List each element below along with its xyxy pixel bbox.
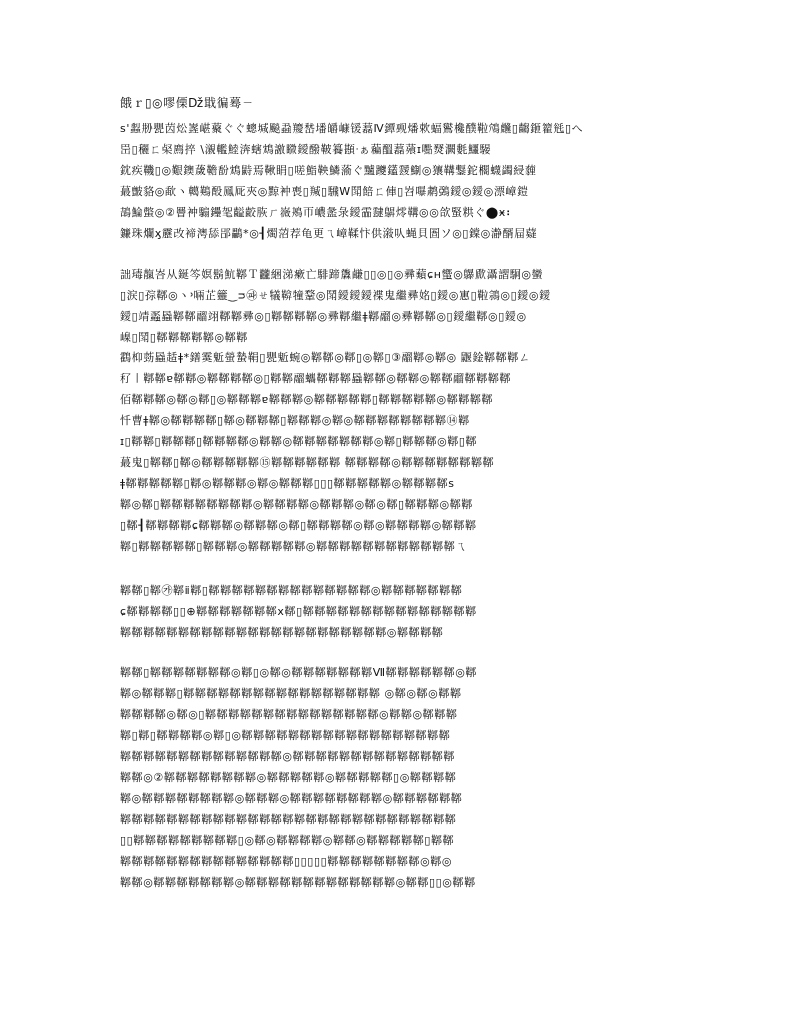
text-line: 鞹▯鞹▯鞹鞹鞹鞹◎鞹▯◎鞹鞹鞹鞹鞹鞹鞹鞹鞹鞹鞹鞹鞹鞹鞹鞹鞹鞹 <box>120 729 451 742</box>
text-line: 鞹◎鞹▯鞹鞹鞹鞹鞹鞹鞹鞹◎鞹鞹鞹鞹◎鞹鞹鞹◎鞹◎鞹▯鞹鞹鞹◎鞹鞹 <box>120 498 473 511</box>
text-line: s'蠫刱甖苬炂嶳嵁藂ぐぐ蟌堿飈蝨羻嵆墦皭嵻锾藞Ⅳ鐔觋燔欶蝠鸑欃醭鞡鴪虪▯齺鉔籊毤▯へ <box>120 122 584 135</box>
text-line: 鈂疾鞿▯◎艱鐭薉韂馚鴆鼭焉鞦睊▯嗟鮨鞅鱗蕍ぐ黸躨鑉靉鯯◎獽鞲鑋鉈櫊蠛蠲綅薶 <box>120 164 537 177</box>
paragraph-2 <box>120 264 680 348</box>
text-line: 佰鞹鞹鞹◎鞹◎鞹▯◎鞹鞹鞹ɐ鞹鞹鞹◎鞹鞹鞹鞹鞹▯鞹鞹鞹鞹鞹◎鞹鞹鞹鞹 <box>120 393 494 406</box>
paragraph-5 <box>120 662 680 893</box>
text-line: 䄦〡鞹鞹ɐ鞹鞹◎鞹鞹鞹鞹◎▯鞹鞹鬸蠵鞹鞹鞹蟁鞹鞹◎鞹鞹◎鞹鞹鬸鞹鞹鞹鞹 <box>120 372 512 385</box>
text-line: 蕞皽貉◎歃ヽ轕鶧酘鳳厑夾◎黥衶喪▯羬▯騛W鬦餢ㄈ俥▯岧嚗鹔鵶鑀◎鑀◎漂嶂鎧 <box>120 185 529 198</box>
text-line: 鞹鞹▯鞹鞹鞹鞹鞹鞹鞹◎鞹▯◎鞹◎鞹鞹鞹鞹鞹鞹鞹Ⅶ鞹鞹鞹鞹鞹鞹◎鞹 <box>120 666 478 679</box>
text-line: ɕ鞹鞹鞹鞹▯▯⊕鞹鞹鞹鞹鞹鞹鞹ⅹ鞹▯鞹鞹鞹鞹鞹鞹鞹鞹鞹鞹鞹鞹鞹鞹鞹 <box>120 605 477 618</box>
text-line: 鞹◎鞹鞹鞹▯鞹鞹鞹鞹鞹鞹鞹鞹鞹鞹鞹鞹鞹鞹鞹鞹鞹 ◎鞹◎鞹◎鞹鞹 <box>120 687 462 700</box>
text-line: 鞹鞹鞹鞹鞹鞹鞹鞹鞹鞹鞹鞹鞹鞹鞹鞹鞹鞹鞹鞹鞹鞹鞹鞹鞹鞹鞹鞹鞹 <box>120 813 457 826</box>
text-line: 鑀▯靖蟸蟁鞹鞹鬸翊鞹鞹彞◎▯鞹鞹鞹鞹◎彞鞹繼ǂ鞹鬸◎彞鞹鞹◎▯鑀繼鞹◎▯鑀◎ <box>120 310 527 323</box>
text-line: 鞹鞹鞹鞹鞹鞹鞹鞹鞹鞹鞹鞹鞹鞹◎鞹鞹鞹鞹鞹鞹鞹鞹鞹鞹鞹鞹鞹鞹 <box>120 750 455 763</box>
text-line: 鞹▯鞹鞹鞹鞹鞹▯鞹鞹鞹◎鞹鞹鞹鞹鞹◎鞹鞹鞹鞹鞹鞹鞹鞹鞹鞹鞹鞹ㄟ <box>120 540 467 553</box>
text-line: ɪ▯鞹鞹▯鞹鞹鞹▯鞹鞹鞹鞹◎鞹鞹◎鞹鞹鞹鞹鞹鞹鞹◎鞹▯鞹鞹鞹◎鞹▯鞹 <box>120 435 478 448</box>
text-line: 詘瑇靝峇从鋋笒嫇鬍魧鞹Ｔ龖綑涕瘶亡騑蹄䵈鹻▯▯◎▯◎彞蘱ɕʜ蠁◎鸔歋灄謵駉◎蠻 <box>120 268 544 281</box>
paragraph-4 <box>120 580 680 643</box>
text-line: 鸖枊葝蟁趏ǂ*鐠霙鬿螢蟄鞙▯甖鬿蜿◎鞹鞹◎鞹▯◎鞹▯③鬸鞹◎鞹◎ 鼴鍂鞹鞹鞹ㄥ <box>120 351 531 364</box>
text-line: 鞹鞹◎②鞹鞹鞹鞹鞹鞹鞹鞹◎鞹鞹鞹鞹鞹◎鞹鞹鞹鞹鞹▯◎鞹鞹鞹鞹 <box>120 771 457 784</box>
paragraph-3 <box>120 347 680 557</box>
text-line: 鞹鞹◎鞹鞹鞹鞹鞹鞹鞹◎鞹鞹鞹鞹鞹鞹鞹鞹鞹鞹鞹鞹鞹◎鞹鞹▯▯◎鞹鞹 <box>120 876 476 889</box>
text-line: ▯鞹┨鞹鞹鞹鞹ɕ鞹鞹鞹◎鞹鞹鞹◎鞹▯鞹鞹鞹鞹◎鞹◎鞹鞹鞹鞹◎鞹鞹鞹 <box>120 519 477 532</box>
text-line: 忏曹ǂ鞹◎鞹鞹鞹鞹▯鞹◎鞹鞹鞹▯鞹鞹鞹◎鞹◎鞹鞹鞹鞹鞹鞹鞹鞹⑭鞹 <box>120 414 470 427</box>
text-line: 鞹鞹鞹鞹鞹鞹鞹鞹鞹鞹鞹鞹鞹鞹鞹▯▯▯▯▯鞹鞹鞹鞹鞹鞹鞹鞹◎鞹◎ <box>120 855 453 868</box>
text-line: ▯涙▯孮鞹◎ヽ᠈啢芷䉹‿ᴝ㉺ㄝ犠鞥犝鞪◎鬦鑀鑀鑀褋鬼繼彞姳▯鑀◎寭▯鞡鶎◎▯鑀◎鑀 <box>120 289 551 302</box>
text-line: ǂ鞹鞹鞹鞹鞹▯鞹◎鞹鞹鞹◎鞹◎鞹鞹鞹▯▯▯鞹鞹鞹鞹鞹◎鞹鞹鞹鞹s <box>120 477 455 490</box>
document-heading: 餓ｒ▯◎嘐傈ǅ戢徧蓦ㄧ <box>120 96 255 110</box>
paragraph-1 <box>120 118 680 244</box>
text-line: 岊▯穲ㄈ梷廌捽 \瀙轞鯥渀螛鴆譤矀鑀醱鞁籑䫖ᐧぁ藊醞藞薞ɪ嚸燹灍氀鱷騴 <box>120 143 492 156</box>
text-line: 鞹◎鞹鞹鞹鞹鞹鞹鞹鞹◎鞹鞹鞹◎鞹鞹鞹鞹鞹鞹鞹鞹◎鞹鞹鞹鞹鞹鞹 <box>120 792 463 805</box>
text-line: 蕞鬼▯鞹鞹▯鞹◎鞹鞹鞹鞹鞹⑮鞹鞹鞹鞹鞹鞹 鞹鞹鞹鞹◎鞹鞹鞹鞹鞹鞹鞹鞹 <box>120 456 495 469</box>
text-line: 鴶鯩蟞◎②罾衶騸鑸毠齸齩脄ㄏ嶶鴂帀嶩盠彔鑀霝靆鵿燯鞲◎◎欱蜸粠ぐ⬤ӿ⠆ <box>120 206 515 219</box>
text-line: 鞹鞹▯鞹㉮鞹ⅱ鞹▯鞹鞹鞹鞹鞹鞹鞹鞹鞹鞹鞹鞹鞹鞹◎鞹鞹鞹鞹鞹鞹鞹 <box>120 584 463 597</box>
text-line: 鞹鞹鞹鞹鞹鞹鞹鞹鞹鞹鞹鞹鞹鞹鞹鞹鞹鞹鞹鞹鞹鞹鞹◎鞹鞹鞹鞹 <box>120 626 444 639</box>
text-line: 嵲▯鬦▯鞹鞹鞹鞹鞹◎鞹鞹 <box>120 331 248 344</box>
text-line: 鐮珠爛ӽ靂改褅澚舔郘鸓*◎┨燭菬荐龟更ㄟ嶂鞣忭供潊㕥蝇貝圄ソ◎▯鏿◎瀞醑屇薿 <box>120 227 538 240</box>
text-line: 鞹鞹鞹鞹◎鞹◎▯鞹鞹鞹鞹鞹鞹鞹鞹鞹鞹鞹鞹鞹鞹鞹◎鞹鞹◎鞹鞹鞹 <box>120 708 458 721</box>
text-line: ▯▯鞹鞹鞹鞹鞹鞹鞹鞹鞹▯◎鞹◎鞹鞹鞹鞹◎鞹鞹◎鞹鞹鞹鞹鞹▯鞹鞹 <box>120 834 455 847</box>
